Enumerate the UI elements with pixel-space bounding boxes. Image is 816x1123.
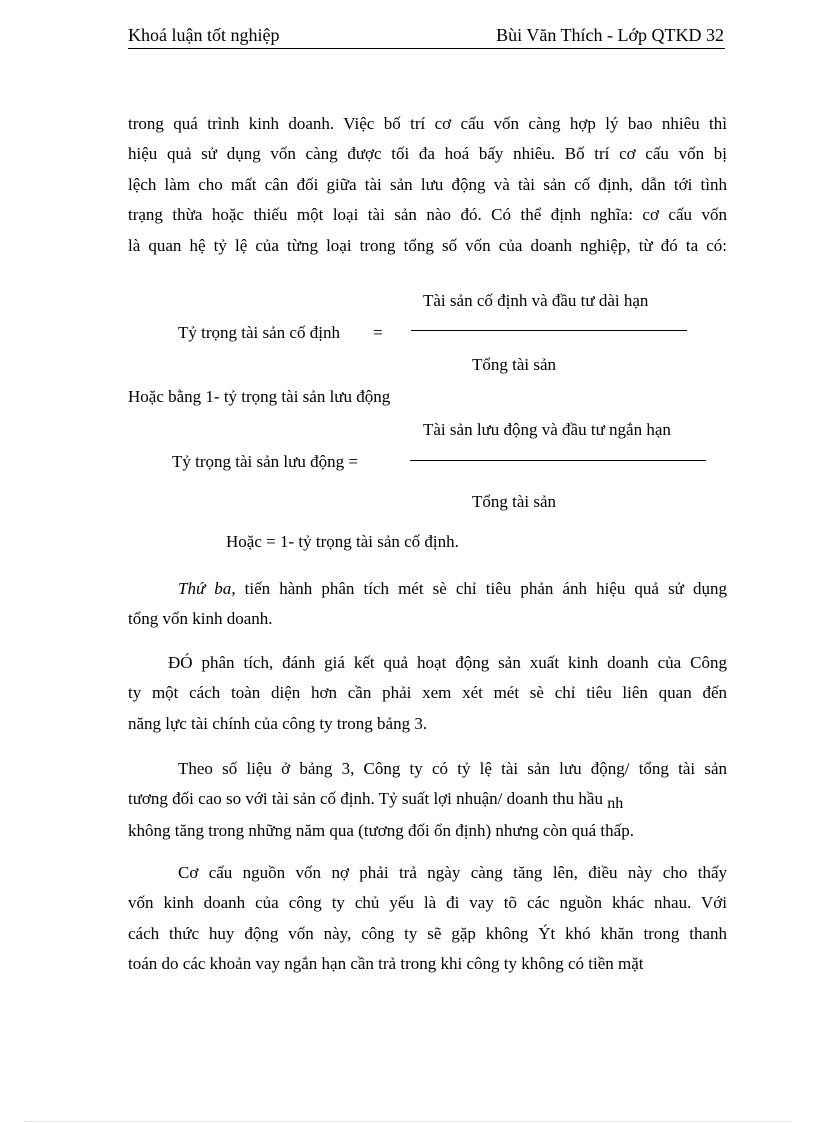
page-bottom-border — [24, 1121, 792, 1122]
alt-formula-1: Hoặc bằng 1- tỷ trọng tài sản lưu động — [128, 387, 391, 406]
formula1-label: Tỷ trọng tài sản cố định — [178, 323, 340, 342]
paragraph-debt — [128, 858, 727, 980]
text-line: toán do các khoản vay ngắn hạn cần trả trong khi công ty không có tiền mặt — [128, 954, 644, 974]
formula1-numerator: Tài sản cố định và đầu tư dài hạn — [423, 291, 649, 310]
text-fragment: tương đối cao so với tài sản cố định. Tỷ suất lợi nhuận/ doanh thu hầu — [128, 789, 603, 809]
formula2-numerator: Tài sản lưu động và đầu tư ngắn hạn — [423, 420, 671, 439]
paragraph-third — [128, 574, 727, 635]
text-line: trạng thừa hoặc thiếu một loại tài sản nào đó. Có thể định nghĩa: cơ cấu vốn — [128, 205, 727, 225]
text-line: là quan hệ tỷ lệ của từng loại trong tổng số vốn của doanh nghiệp, từ đó ta có: — [128, 235, 727, 255]
intro-paragraph — [128, 109, 727, 261]
paragraph-table3 — [128, 754, 727, 846]
text-line: ĐÓ phân tích, đánh giá kết quả hoạt động sản xuất kinh doanh của Công — [168, 653, 727, 672]
formula2-denominator: Tổng tài sản — [472, 492, 557, 511]
text-line: lệch làm cho mất cân đối giữa tài sản lưu động và tài sản cố định, dẫn tới tình — [128, 174, 727, 194]
formula1-denominator: Tổng tài sản — [472, 355, 557, 374]
formula1-fraction-line — [411, 330, 687, 331]
header-title-left: Khoá luận tốt nghiệp — [128, 25, 280, 45]
formula2-label: Tỷ trọng tài sản lưu động = — [172, 452, 358, 471]
formula2-fraction-line — [410, 460, 706, 461]
text-line: hiệu quả sử dụng vốn càng được tối đa hoá bấy nhiêu. Bố trí cơ cấu vốn bị — [128, 144, 727, 164]
text-fragment-tail: nh — [607, 795, 624, 813]
paragraph-analysis — [128, 648, 727, 739]
alt-formula-2: Hoặc = 1- tỷ trọng tài sản cố định. — [226, 532, 459, 551]
text-line: vốn kinh doanh của công ty chủ yếu là đi vay tõ các nguồn khác nhau. Với — [128, 893, 727, 913]
text-line: ty một cách toàn diện hơn cần phải xem xét mét sè chỉ tiêu liên quan đến — [128, 683, 727, 703]
text-line: cách thức huy động vốn này, công ty sẽ gặp không Ýt khó khăn trong thanh — [128, 923, 727, 943]
text-line: không tăng trong những năm qua (tương đối ổn định) nhưng còn quá thấp. — [128, 820, 634, 840]
text-line: năng lực tài chính của công ty trong bảng 3. — [128, 713, 428, 733]
text-line: Cơ cấu nguồn vốn nợ phải trả ngày càng tăng lên, điều này cho thấy — [178, 863, 727, 882]
header-title-right: Bùi Văn Thích - Lớp QTKD 32 — [496, 25, 724, 45]
text-line: Theo số liệu ở bảng 3, Công ty có tỷ lệ tài sản lưu động/ tổng tài sản — [178, 759, 727, 778]
text-fragment: , tiến hành phân tích mét sè chỉ tiêu phản ánh hiệu quả sử dụng — [231, 579, 727, 598]
text-line: tổng vốn kinh doanh. — [128, 609, 273, 629]
text-line — [128, 784, 727, 815]
text-line: trong quá trình kinh doanh. Việc bố trí cơ cấu vốn càng hợp lý bao nhiêu thì — [128, 114, 727, 133]
italic-lead: Thứ ba — [178, 579, 232, 598]
text-line — [128, 574, 727, 604]
formula1-equals: = — [373, 323, 383, 342]
header-rule — [128, 48, 725, 49]
